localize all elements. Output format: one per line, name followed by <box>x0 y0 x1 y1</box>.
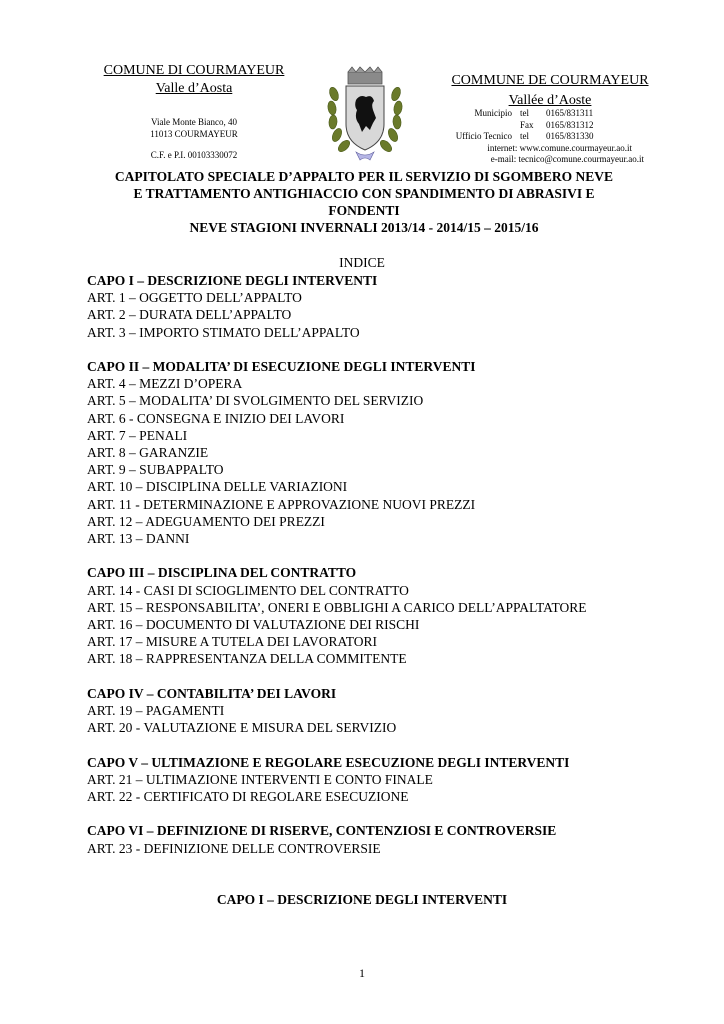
toc-article: ART. 9 – SUBAPPALTO <box>87 462 224 478</box>
contact-number: 0165/831312 <box>546 119 594 130</box>
toc-spacer <box>87 547 687 564</box>
tax-code: C.F. e P.I. 00103330072 <box>150 150 238 160</box>
toc-spacer <box>87 668 687 685</box>
coat-of-arms-icon <box>326 64 404 164</box>
table-of-contents <box>87 272 687 857</box>
toc-article: ART. 22 - CERTIFICATO DI REGOLARE ESECUZIONE <box>87 789 409 805</box>
toc-article: ART. 10 – DISCIPLINA DELLE VARIAZIONI <box>87 479 348 495</box>
toc-article: ART. 1 – OGGETTO DELL’APPALTO <box>87 290 302 306</box>
toc-article: ART. 7 – PENALI <box>87 427 188 443</box>
internet-link[interactable]: internet: www.comune.courmayeur.ao.it <box>487 142 632 153</box>
toc-article: ART. 3 – IMPORTO STIMATO DELL’APPALTO <box>87 324 360 340</box>
toc-chapter: CAPO V – ULTIMAZIONE E REGOLARE ESECUZIONE DEGLI INTERVENTI <box>87 754 570 770</box>
index-label: INDICE <box>339 255 385 270</box>
section-heading: CAPO I – DESCRIZIONE DEGLI INTERVENTI <box>216 892 508 907</box>
toc-chapter: CAPO VI – DEFINIZIONE DI RISERVE, CONTENZIOSI E CONTROVERSIE <box>87 823 557 839</box>
toc-article: ART. 19 – PAGAMENTI <box>87 703 225 719</box>
toc-article: ART. 21 – ULTIMAZIONE INTERVENTI E CONTO FINALE <box>87 771 433 787</box>
header-left <box>96 62 292 161</box>
toc-chapter: CAPO II – MODALITA’ DI ESECUZIONE DEGLI INTERVENTI <box>87 359 476 374</box>
toc-spacer <box>87 805 687 822</box>
toc-spacer <box>87 341 687 358</box>
vallee-name: Vallée d’Aoste <box>508 93 592 108</box>
title-line: CAPITOLATO SPECIALE D’APPALTO PER IL SERVIZIO DI SGOMBERO NEVE <box>114 169 614 184</box>
toc-chapter: CAPO I – DESCRIZIONE DEGLI INTERVENTI <box>87 273 378 288</box>
email-link[interactable]: e-mail: tecnico@comune.courmayeur.ao.it <box>490 154 644 164</box>
page-number: 1 <box>359 966 365 980</box>
toc-article: ART. 23 - DEFINIZIONE DELLE CONTROVERSIE <box>87 840 381 856</box>
toc-article: ART. 15 – RESPONSABILITA’, ONERI E OBBLIGHI A CARICO DELL’APPALTATORE <box>87 599 587 615</box>
toc-article: ART. 2 – DURATA DELL’APPALTO <box>87 307 292 323</box>
toc-chapter: CAPO IV – CONTABILITA’ DEI LAVORI <box>87 685 337 701</box>
toc-spacer <box>87 736 687 753</box>
title-line: NEVE STAGIONI INVERNALI 2013/14 - 2014/15 – 2015/16 <box>189 220 539 235</box>
region-name: Valle d’Aosta <box>155 81 233 96</box>
toc-article: ART. 4 – MEZZI D’OPERA <box>87 376 243 392</box>
toc-article: ART. 17 – MISURE A TUTELA DEI LAVORATORI <box>87 634 377 650</box>
toc-article: ART. 5 – MODALITA’ DI SVOLGIMENTO DEL SERVIZIO <box>87 393 424 409</box>
contact-label <box>454 120 520 132</box>
toc-article: ART. 8 – GARANZIE <box>87 445 209 461</box>
toc-article: ART. 13 – DANNI <box>87 531 190 547</box>
contact-row <box>454 131 644 143</box>
document-title <box>86 168 642 236</box>
contact-type: tel <box>520 131 529 141</box>
comune-name: COMUNE DI COURMAYEUR <box>103 63 285 78</box>
toc-article: ART. 6 - CONSEGNA E INIZIO DEI LAVORI <box>87 410 345 426</box>
toc-article: ART. 14 - CASI DI SCIOGLIMENTO DEL CONTRATTO <box>87 582 409 598</box>
contact-number: 0165/831311 <box>546 108 594 118</box>
toc-article: ART. 20 - VALUTAZIONE E MISURA DEL SERVIZIO <box>87 720 397 736</box>
contact-row <box>454 120 644 132</box>
contact-type: tel <box>520 108 529 118</box>
toc-article: ART. 11 - DETERMINAZIONE E APPROVAZIONE NUOVI PREZZI <box>87 496 476 512</box>
contact-type: Fax <box>520 119 534 130</box>
contact-block <box>454 108 644 166</box>
contact-label: Ufficio Tecnico <box>455 131 512 141</box>
toc-article: ART. 12 – ADEGUAMENTO DEI PREZZI <box>87 513 325 529</box>
contact-number: 0165/831330 <box>546 131 594 141</box>
toc-article: ART. 18 – RAPPRESENTANZA DELLA COMMITENTE <box>87 651 407 667</box>
title-line: FONDENTI <box>328 203 400 218</box>
commune-name: COMMUNE DE COURMAYEUR <box>451 73 649 88</box>
address-line-2: 11013 COURMAYEUR <box>150 129 238 139</box>
header-right <box>440 72 660 110</box>
address-line-1: Viale Monte Bianco, 40 <box>151 117 237 127</box>
toc-chapter: CAPO III – DISCIPLINA DEL CONTRATTO <box>87 565 357 581</box>
toc-article: ART. 16 – DOCUMENTO DI VALUTAZIONE DEI RISCHI <box>87 617 420 633</box>
contact-label: Municipio <box>474 108 512 118</box>
contact-row <box>454 108 644 120</box>
title-line: E TRATTAMENTO ANTIGHIACCIO CON SPANDIMENTO DI ABRASIVI E <box>133 186 595 201</box>
